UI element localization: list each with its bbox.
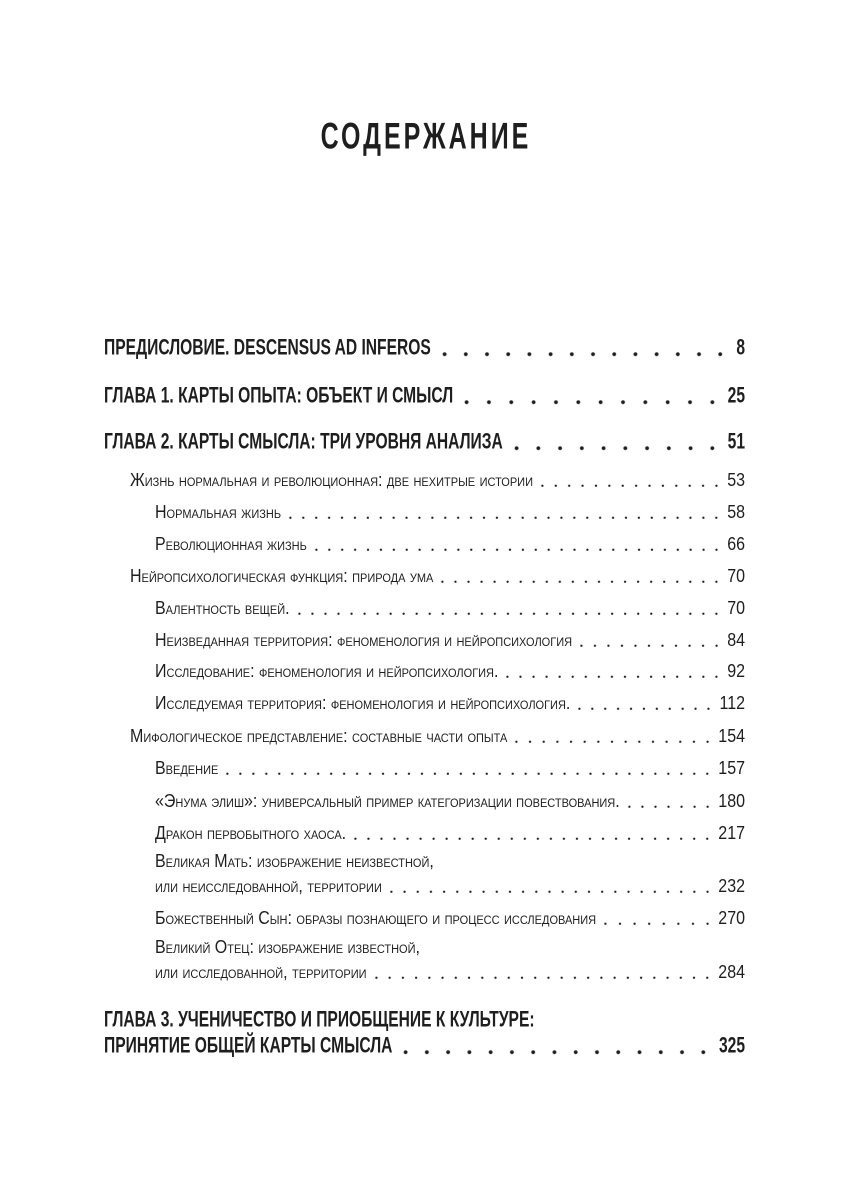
entry-title: Мифологическое представление: составные части опыта — [130, 727, 508, 747]
entry-title: или неисследованной, территории — [155, 877, 382, 897]
toc-chapter-line — [104, 1008, 745, 1033]
dot-leader — [599, 908, 714, 929]
entry-title: ГЛАВА 3. УЧЕНИЧЕСТВО И ПРИОБЩЕНИЕ К КУЛЬТУРЕ: — [104, 1008, 535, 1032]
toc-section — [130, 726, 745, 747]
page-number: 8 — [736, 336, 745, 360]
entry-title: Валентность вещей. — [155, 599, 290, 619]
entry-title: Дракон первобытного хаоса. — [155, 824, 347, 844]
entry-title: ПРЕДИСЛОВИЕ. DESCENSUS AD INFEROS — [104, 336, 431, 360]
page-number: 70 — [727, 599, 745, 619]
page-number: 58 — [727, 503, 745, 523]
page-number: 51 — [727, 430, 745, 454]
page-number: 84 — [727, 631, 745, 651]
toc-chapter — [104, 430, 745, 455]
entry-title: «Энума элиш»: универсальный пример категоризации повествования. — [155, 792, 620, 812]
toc-entry-preface — [104, 336, 745, 361]
page-number: 217 — [718, 824, 745, 844]
entry-title: Революционная жизнь — [155, 535, 307, 555]
toc-section — [130, 566, 745, 587]
dot-leader — [501, 661, 723, 682]
dot-leader — [436, 566, 723, 587]
toc-subsection — [155, 962, 745, 983]
page-number: 112 — [719, 694, 745, 714]
page-number: 53 — [727, 471, 745, 491]
page-number: 92 — [727, 662, 745, 682]
dot-leader — [395, 1034, 714, 1059]
dot-leader — [349, 823, 714, 844]
page-number: 270 — [718, 909, 745, 929]
page-number: 70 — [727, 567, 745, 587]
page-number: 154 — [718, 727, 745, 747]
entry-title: Великая Мать: изображение неизвестной, — [155, 852, 434, 872]
entry-title: или исследованной, территории — [155, 963, 367, 983]
page-number: 25 — [727, 384, 745, 408]
toc-subsection — [155, 693, 745, 714]
page-number: 325 — [718, 1034, 745, 1058]
toc-subsection — [155, 908, 745, 929]
entry-title: ГЛАВА 2. КАРТЫ СМЫСЛА: ТРИ УРОВНЯ АНАЛИЗА — [104, 430, 503, 454]
dot-leader — [510, 726, 714, 747]
dot-leader — [456, 384, 722, 409]
entry-title: ПРИНЯТИЕ ОБЩЕЙ КАРТЫ СМЫСЛА — [104, 1034, 393, 1058]
dot-leader — [434, 336, 732, 361]
toc-subsection-line — [155, 937, 745, 958]
dot-leader — [293, 598, 724, 619]
toc-chapter — [104, 384, 745, 409]
entry-title: ГЛАВА 1. КАРТЫ ОПЫТА: ОБЪЕКТ И СМЫСЛ — [104, 384, 454, 408]
dot-leader — [623, 791, 715, 812]
toc-subsection-line — [155, 851, 745, 872]
entry-title: Нормальная жизнь — [155, 503, 282, 523]
dot-leader — [370, 962, 715, 983]
dot-leader — [573, 693, 715, 714]
page-number: 157 — [718, 759, 745, 779]
dot-leader — [536, 470, 723, 491]
toc-chapter — [104, 1034, 745, 1059]
page-title: СОДЕРЖАНИЕ — [320, 115, 532, 158]
dot-leader — [284, 502, 723, 523]
dot-leader — [310, 534, 723, 555]
page-number: 180 — [718, 792, 745, 812]
dot-leader — [506, 430, 723, 455]
entry-title: Нейропсихологическая функция: природа ума — [130, 567, 434, 587]
entry-title: Исследуемая территория: феноменология и нейропсихология. — [155, 694, 571, 714]
page-number: 232 — [718, 877, 745, 897]
page-number: 66 — [727, 535, 745, 555]
entry-title: Введение — [155, 759, 219, 779]
dot-leader — [221, 758, 714, 779]
page-number: 284 — [718, 963, 745, 983]
toc-subsection — [155, 876, 745, 897]
dot-leader — [575, 630, 723, 651]
dot-leader — [385, 876, 714, 897]
entry-title: Жизнь нормальная и революционная: две нехитрые истории — [130, 471, 533, 491]
toc-section — [130, 470, 745, 491]
toc-subsection — [155, 661, 745, 682]
toc-subsection — [155, 502, 745, 523]
toc-subsection — [155, 823, 745, 844]
entry-title: Великий Отец: изображение известной, — [155, 938, 420, 958]
toc-subsection — [155, 791, 745, 812]
entry-title: Неизведанная территория: феноменология и нейропсихология — [155, 631, 573, 651]
entry-title: Божественный Сын: образы познающего и процесс исследования — [155, 909, 597, 929]
toc-subsection — [155, 534, 745, 555]
toc-subsection — [155, 758, 745, 779]
toc-subsection — [155, 630, 745, 651]
toc-subsection — [155, 598, 745, 619]
entry-title: Исследование: феноменология и нейропсихология. — [155, 662, 499, 682]
